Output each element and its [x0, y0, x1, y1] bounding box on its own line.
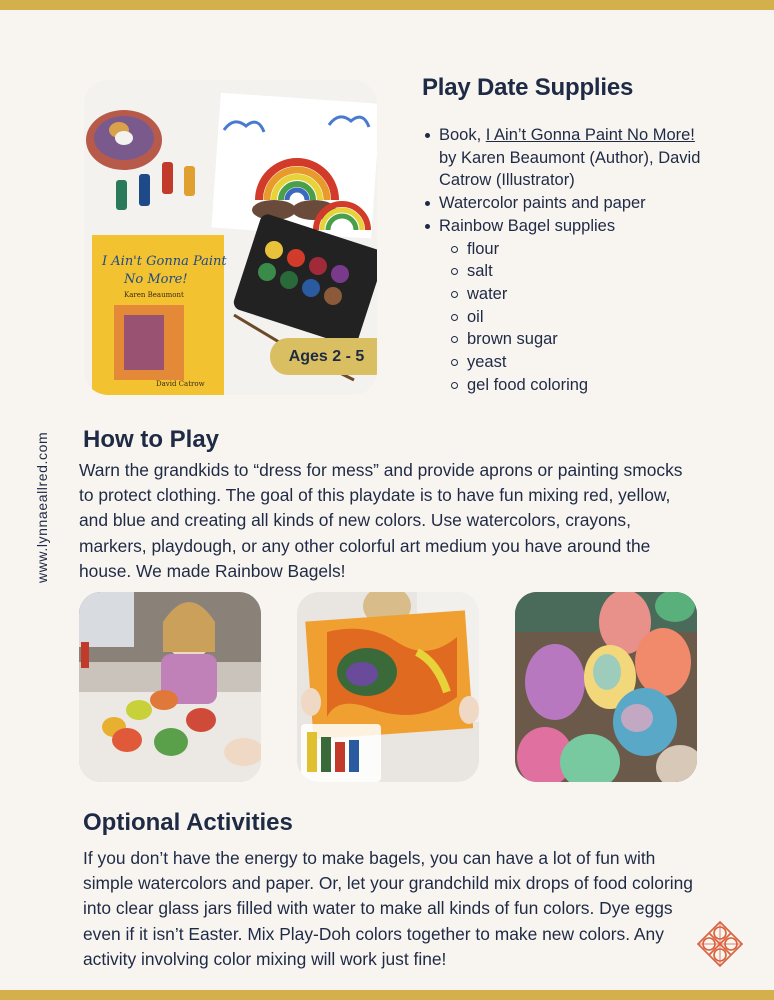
- optional-activities-title: Optional Activities: [83, 809, 293, 836]
- book-credits: by Karen Beaumont (Author), David Catrow (Illustrator): [439, 148, 701, 190]
- sub-list-item: oil: [467, 306, 752, 329]
- playdough-photo: [79, 592, 261, 782]
- supplies-list: [422, 124, 752, 396]
- list-item: [439, 124, 752, 192]
- svg-text:I Ain't Gonna Paint: I Ain't Gonna Paint: [102, 254, 227, 269]
- sub-list-item: brown sugar: [467, 328, 752, 351]
- book-link[interactable]: I Ain’t Gonna Paint No More!: [485, 126, 695, 144]
- sub-list-item: yeast: [467, 351, 752, 374]
- dyed-eggs-photo: [515, 592, 697, 782]
- list-item: Watercolor paints and paper: [439, 192, 752, 215]
- sub-list-item: salt: [467, 260, 752, 283]
- how-to-play-title: How to Play: [83, 426, 220, 453]
- age-badge: Ages 2 - 5: [270, 338, 377, 375]
- svg-text:No More!: No More!: [124, 272, 188, 287]
- sub-list-item: gel food coloring: [467, 374, 752, 397]
- svg-text:David Catrow: David Catrow: [156, 380, 205, 388]
- optional-activities-text: If you don’t have the energy to make bagels, you can have a lot of fun with simple watercolors and paper. Or, let your grandchild mix drops of food coloring into clear glass jars filled with water to make all kinds of fun colors. Dye eggs even if it isn’t Easter. Mix Play-Doh colors together to make new colors. Any activity involving color mixing will work just fine!: [83, 848, 693, 969]
- hero-photo: [84, 80, 377, 395]
- supplies-title: Play Date Supplies: [422, 74, 634, 101]
- svg-text:Karen Beaumont: Karen Beaumont: [124, 291, 184, 299]
- top-accent-bar: [0, 0, 774, 10]
- list-item: [439, 215, 752, 397]
- book-prefix: Book,: [439, 126, 486, 144]
- bagel-supplies-label: Rainbow Bagel supplies: [439, 216, 616, 235]
- how-to-play-text: Warn the grandkids to “dress for mess” and provide aprons or painting smocks to protect clothing. The goal of this playdate is to have fun mixing red, yellow, and blue and creating all kinds of new colors. Use watercolors, crayons, markers, playdough, or any other colorful art medium you have around the house. We made Rainbow Bagels!: [79, 460, 683, 581]
- bottom-accent-bar: [0, 990, 774, 1000]
- sub-list-item: flour: [467, 238, 752, 261]
- painting-photo: [297, 592, 479, 782]
- website-vertical-text: www.lynnaeallred.com: [34, 431, 50, 584]
- sub-list-item: water: [467, 283, 752, 306]
- lattice-logo-icon: [696, 920, 744, 968]
